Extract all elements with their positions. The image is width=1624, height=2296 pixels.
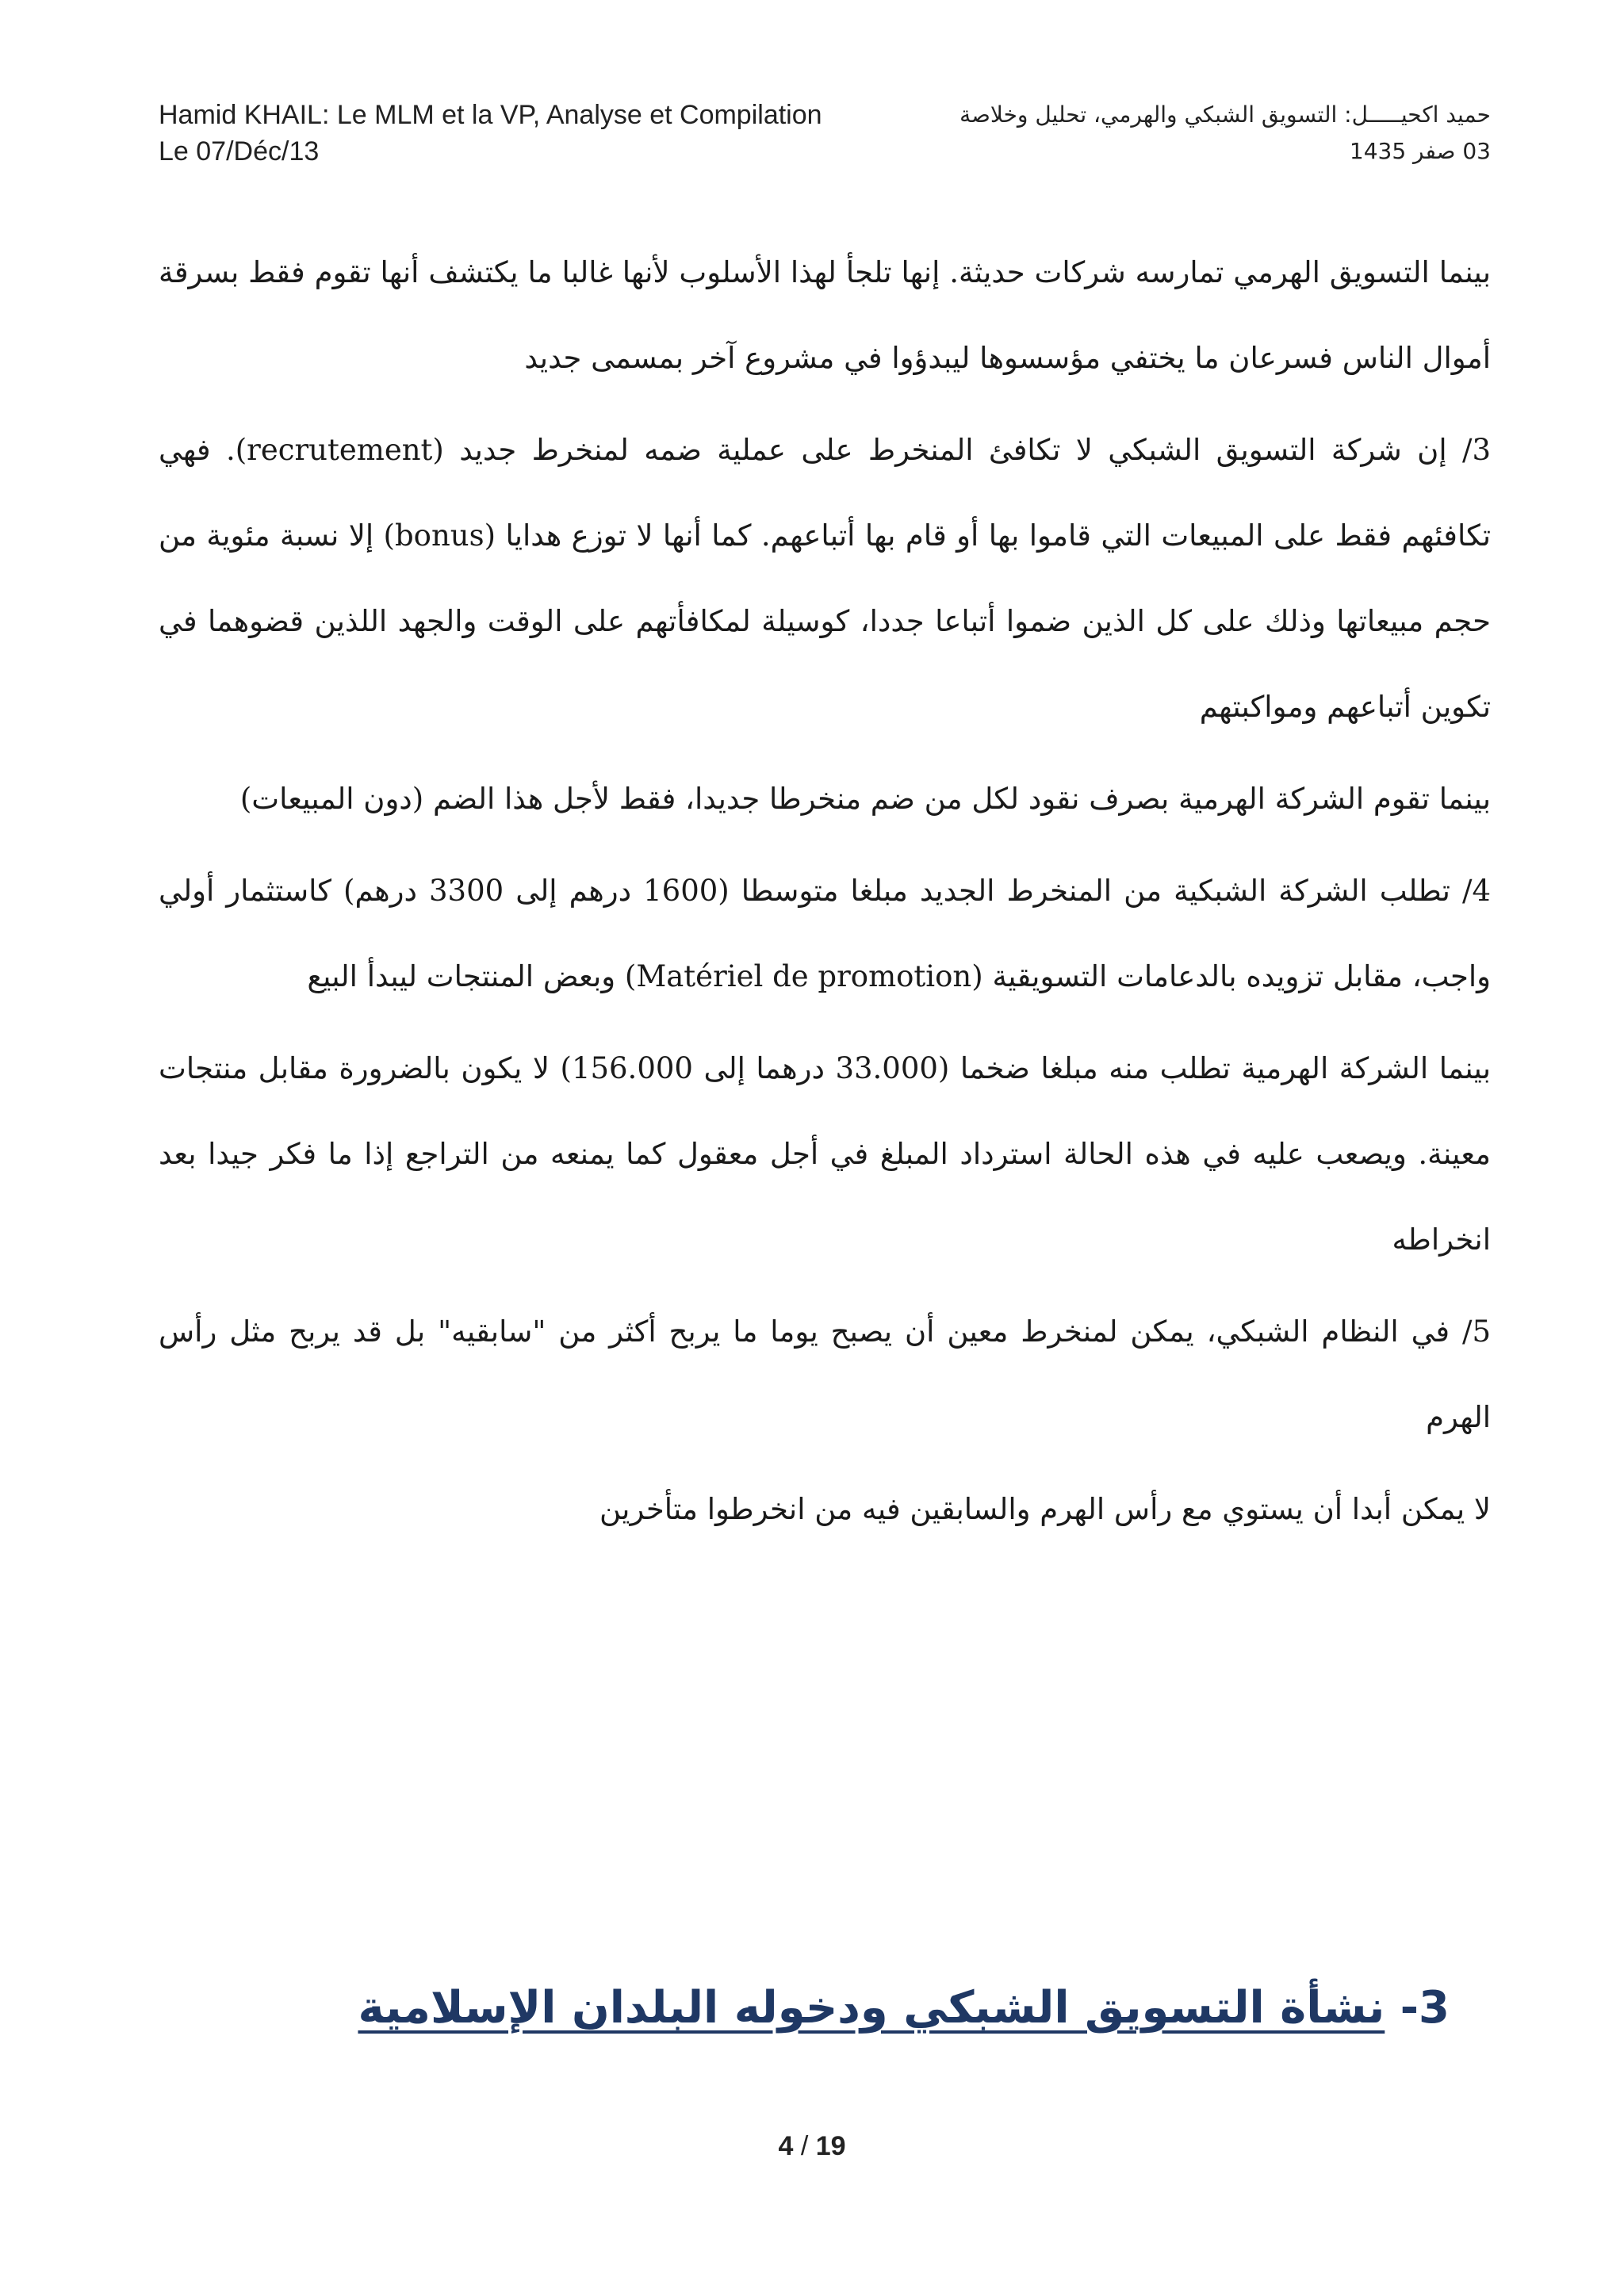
paragraph: بينما التسويق الهرمي تمارسه شركات حديثة. إنها تلجأ لهذا الأسلوب لأنها غالبا ما يكتشف أنها تقوم فقط بسرقة أموال الناس فسرعان ما يختفي مؤسسوها ليبدؤوا في مشروع آخر بمسمى جديد xyxy=(159,255,1491,375)
header-right-title: حميد اكحيـــــل: التسويق الشبكي والهرمي، تحليل وخلاصة xyxy=(959,101,1491,128)
paragraph: 3/ إن شركة التسويق الشبكي لا تكافئ المنخرط على عملية ضمه لمنخرط جديد (recrutement). فهي تكافئهم فقط على المبيعات التي قاموا بها أو قام بها أتباعهم. كما أنها لا توزع هدايا (bonus) إلا نسبة مئوية من حجم مبيعاتها وذلك على كل الذين ضموا أتباعا جددا، كوسيلة لمكافأتهم على الوقت والجهد اللذين قضوهما في تكوين أتباعهم ومواكبتهم xyxy=(159,433,1491,724)
header-left xyxy=(159,97,822,170)
paragraph: 5/ في النظام الشبكي، يمكن لمنخرط معين أن يصبح يوما ما يربح أكثر من "سابقيه" بل قد يربح مثل رأس الهرم xyxy=(159,1314,1491,1434)
section-heading xyxy=(358,1982,1450,2034)
body-text xyxy=(159,230,1491,1559)
paragraph: بينما تقوم الشركة الهرمية بصرف نقود لكل من ضم منخرطا جديدا، فقط لأجل هذا الضم (دون المبيعات) xyxy=(239,782,1491,816)
current-page: 4 xyxy=(778,2131,794,2161)
section-number: 3- xyxy=(1400,1982,1450,2034)
paragraph: بينما الشركة الهرمية تطلب منه مبلغا ضخما (33.000 درهما إلى 156.000) لا يكون بالضرورة مقابل منتجات معينة. ويصعب عليه في هذه الحالة استرداد المبلغ في أجل معقول كما يمنعه من التراجع إذا ما فكر جيدا بعد انخراطه xyxy=(159,1051,1491,1257)
paragraph: لا يمكن أبدا أن يستوي مع رأس الهرم والسابقين فيه من انخرطوا متأخرين xyxy=(599,1492,1491,1526)
page-separator: / xyxy=(793,2131,816,2161)
paragraph: 4/ تطلب الشركة الشبكية من المنخرط الجديد مبلغا متوسطا (1600 درهم إلى 3300 درهم) كاستثمار أولي واجب، مقابل تزويده بالدعامات التسويقية (Matériel de promotion) وبعض المنتجات ليبدأ البيع xyxy=(159,874,1491,993)
header-left-date: Le 07/Déc/13 xyxy=(159,136,320,166)
page-number xyxy=(0,2131,1624,2162)
section-title: نشأة التسويق الشبكي ودخوله البلدان الإسلامية xyxy=(358,1982,1385,2034)
header-left-title: Hamid KHAIL: Le MLM et la VP, Analyse et Compilation xyxy=(159,100,822,130)
header-right-date: 03 صفر 1435 xyxy=(1349,138,1491,164)
total-pages: 19 xyxy=(815,2131,846,2161)
header-right xyxy=(959,97,1491,170)
